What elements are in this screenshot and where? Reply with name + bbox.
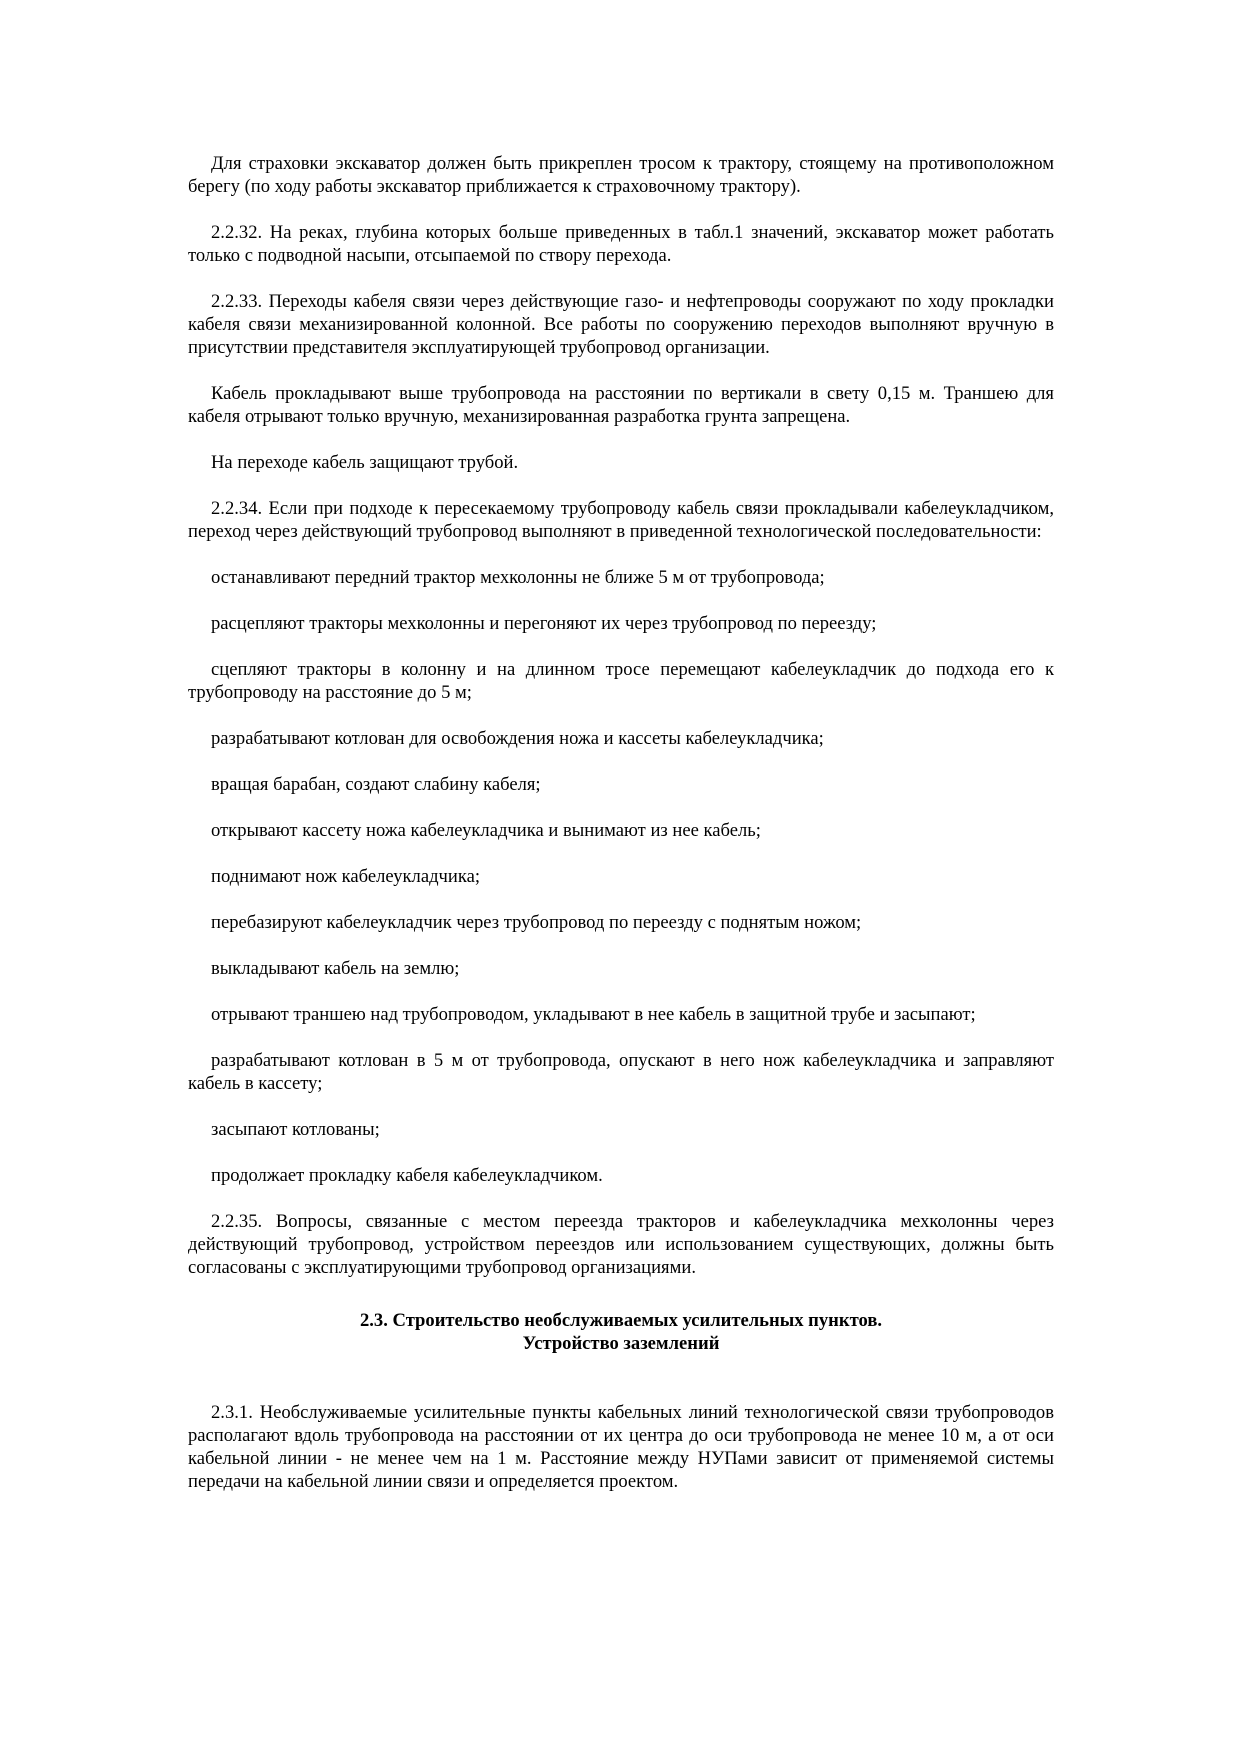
list-step: отрывают траншею над трубопроводом, укладывают в нее кабель в защитной трубе и засыпают;: [211, 1004, 976, 1025]
paragraph: 2.2.33. Переходы кабеля связи через действующие газо- и нефтепроводы сооружают по ходу прокладки кабеля связи механизированной колонной. Все работы по сооружению переходов выполняют вручную в присутствии представителя эксплуатирующей трубопровод организации.: [188, 291, 1054, 358]
paragraph: На переходе кабель защищают трубой.: [211, 452, 519, 473]
paragraph: Для страховки экскаватор должен быть прикреплен тросом к трактору, стоящему на противоположном берегу (по ходу работы экскаватор приближается к страховочному трактору).: [188, 153, 1054, 197]
paragraph: 2.2.35. Вопросы, связанные с местом переезда тракторов и кабелеукладчика мехколонны через действующий трубопровод, устройством переездов или использованием существующих, должны быть согласованы с эксплуатирующими трубопровод организациями.: [188, 1211, 1054, 1278]
section-heading-line2: Устройство заземлений: [522, 1333, 720, 1354]
paragraph: 2.3.1. Необслуживаемые усилительные пункты кабельных линий технологической связи трубопроводов располагают вдоль трубопровода на расстоянии от их центра до оси трубопровода не менее 10 м, а от оси кабельной линии - не менее чем на 1 м. Расстояние между НУПами зависит от применяемой системы передачи на кабельной линии связи и определяется проектом.: [188, 1402, 1054, 1492]
list-step: расцепляют тракторы мехколонны и перегоняют их через трубопровод по переезду;: [211, 613, 877, 634]
list-step: останавливают передний трактор мехколонны не ближе 5 м от трубопровода;: [211, 567, 825, 588]
list-step: засыпают котлованы;: [211, 1119, 380, 1140]
list-step: сцепляют тракторы в колонну и на длинном тросе перемещают кабелеукладчик до подхода его к трубопроводу на расстояние до 5 м;: [188, 659, 1054, 703]
list-step: выкладывают кабель на землю;: [211, 958, 460, 979]
list-step: открывают кассету ножа кабелеукладчика и вынимают из нее кабель;: [211, 820, 761, 841]
list-step: разрабатывают котлован в 5 м от трубопровода, опускают в него нож кабелеукладчика и заправляют кабель в кассету;: [188, 1050, 1054, 1094]
list-step: продолжает прокладку кабеля кабелеукладчиком.: [211, 1165, 603, 1186]
paragraph: 2.2.32. На реках, глубина которых больше приведенных в табл.1 значений, экскаватор может работать только с подводной насыпи, отсыпаемой по створу перехода.: [188, 222, 1054, 266]
paragraph: 2.2.34. Если при подходе к пересекаемому трубопроводу кабель связи прокладывали кабелеукладчиком, переход через действующий трубопровод выполняют в приведенной технологической последовательности:: [188, 498, 1054, 542]
list-step: вращая барабан, создают слабину кабеля;: [211, 774, 541, 795]
section-heading-line1: 2.3. Строительство необслуживаемых усилительных пунктов.: [359, 1310, 883, 1331]
list-step: перебазируют кабелеукладчик через трубопровод по переезду с поднятым ножом;: [211, 912, 862, 933]
list-step: поднимают нож кабелеукладчика;: [211, 866, 481, 887]
document-page: [188, 152, 1054, 1516]
section-heading: [188, 1309, 1054, 1355]
paragraph: Кабель прокладывают выше трубопровода на расстоянии по вертикали в свету 0,15 м. Траншею для кабеля отрывают только вручную, механизированная разработка грунта запрещена.: [188, 383, 1054, 427]
list-step: разрабатывают котлован для освобождения ножа и кассеты кабелеукладчика;: [211, 728, 824, 749]
